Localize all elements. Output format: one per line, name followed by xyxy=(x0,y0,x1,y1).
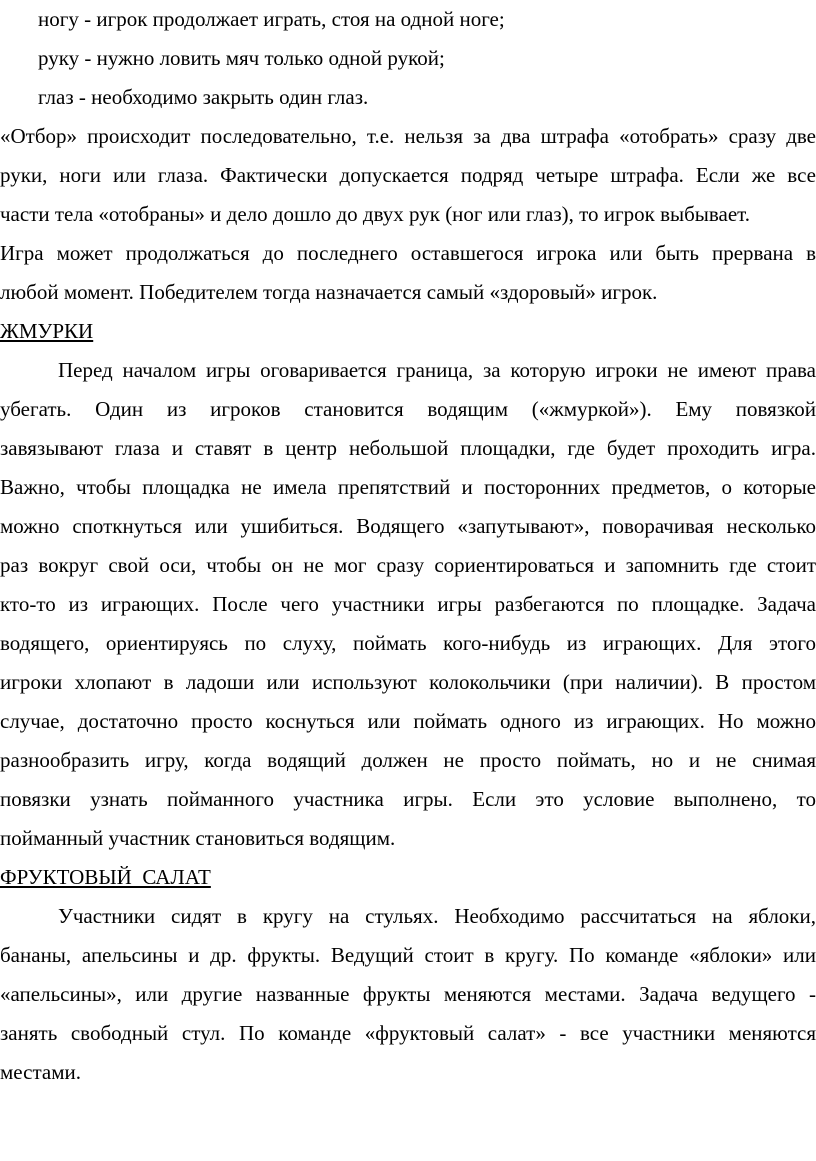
paragraph-line: Участники сидят в кругу на стульях. Необходимо рассчитаться на яблоки, xyxy=(58,904,816,928)
list-item: глаз - необходимо закрыть один глаз. xyxy=(38,85,369,109)
section-heading-zhmurki: ЖМУРКИ xyxy=(0,319,94,343)
paragraph-line: раз вокруг свой оси, чтобы он не мог сразу сориентироваться и запомнить где стоит xyxy=(0,553,816,577)
list-item: руку - нужно ловить мяч только одной рукой; xyxy=(38,46,445,70)
paragraph-line: разнообразить игру, когда водящий должен не просто поймать, но и не снимая xyxy=(0,748,816,772)
section-heading-fruit-salad: ФРУКТОВЫЙ САЛАТ xyxy=(0,865,211,889)
paragraph-line: завязывают глаза и ставят в центр небольшой площадки, где будет проходить игра. xyxy=(0,436,816,460)
paragraph-line: части тела «отобраны» и дело дошло до двух рук (ног или глаз), то игрок выбывает. xyxy=(0,202,751,226)
paragraph-line: пойманный участник становиться водящим. xyxy=(0,826,396,850)
paragraph-line: руки, ноги или глаза. Фактически допускается подряд четыре штрафа. Если же все xyxy=(0,163,816,187)
paragraph-line: любой момент. Победителем тогда назначается самый «здоровый» игрок. xyxy=(0,280,658,304)
paragraph-line: бананы, апельсины и др. фрукты. Ведущий стоит в кругу. По команде «яблоки» или xyxy=(0,943,816,967)
paragraph-line: Перед началом игры оговаривается граница, за которую игроки не имеют права xyxy=(58,358,816,382)
paragraph-line: занять свободный стул. По команде «фруктовый салат» - все участники меняются xyxy=(0,1021,816,1045)
list-item: ногу - игрок продолжает играть, стоя на одной ноге; xyxy=(38,7,505,31)
paragraph-line: Игра может продолжаться до последнего оставшегося игрока или быть прервана в xyxy=(0,241,816,265)
paragraph-line: случае, достаточно просто коснуться или поймать одного из играющих. Но можно xyxy=(0,709,816,733)
paragraph-line: можно споткнуться или ушибиться. Водящего «запутывают», поворачивая несколько xyxy=(0,514,816,538)
paragraph-line: повязки узнать пойманного участника игры. Если это условие выполнено, то xyxy=(0,787,816,811)
paragraph-line: игроки хлопают в ладоши или используют колокольчики (при наличии). В простом xyxy=(0,670,816,694)
paragraph-line: кто-то из играющих. После чего участники игры разбегаются по площадке. Задача xyxy=(0,592,816,616)
paragraph-line: местами. xyxy=(0,1060,81,1084)
paragraph-line: «Отбор» происходит последовательно, т.е. нельзя за два штрафа «отобрать» сразу две xyxy=(0,124,816,148)
paragraph-line: Важно, чтобы площадка не имела препятствий и посторонних предметов, о которые xyxy=(0,475,816,499)
paragraph-line: убегать. Один из игроков становится водящим («жмуркой»). Ему повязкой xyxy=(0,397,816,421)
paragraph-line: водящего, ориентируясь по слуху, поймать кого-нибудь из играющих. Для этого xyxy=(0,631,816,655)
paragraph-line: «апельсины», или другие названные фрукты меняются местами. Задача ведущего - xyxy=(0,982,816,1006)
